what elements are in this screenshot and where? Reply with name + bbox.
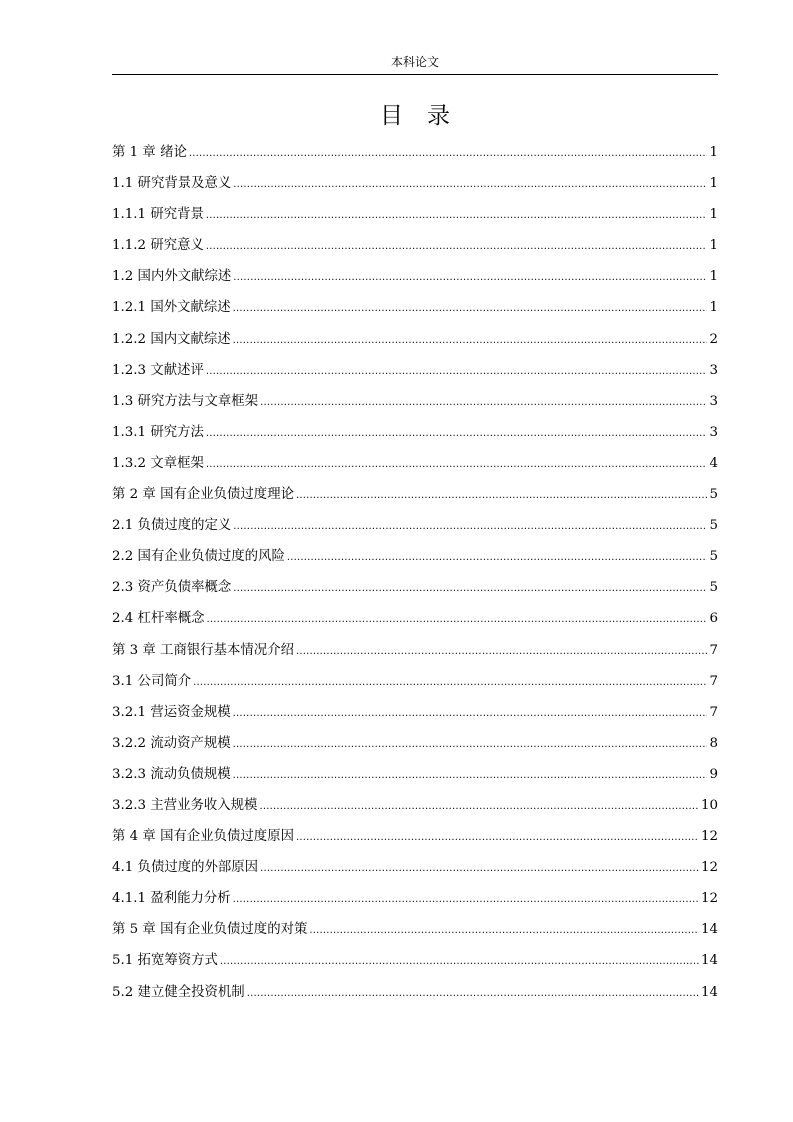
toc-entry-text: 1.2.2 国内文献综述 xyxy=(112,331,231,347)
toc-entry[interactable] xyxy=(112,914,718,945)
toc-dot-leader xyxy=(206,449,708,480)
toc-dot-leader xyxy=(233,698,708,729)
toc-dot-leader xyxy=(233,573,707,604)
toc-entry[interactable] xyxy=(112,510,718,541)
toc-entry-text: 3.2.3 主营业务收入规模 xyxy=(112,797,258,813)
toc-dot-leader xyxy=(220,946,699,977)
toc-entry[interactable] xyxy=(112,324,718,355)
toc-entry-text: 5.2 建立健全投资机制 xyxy=(112,984,245,1000)
toc-page-number: 2 xyxy=(709,331,718,347)
toc-entry[interactable] xyxy=(112,199,718,230)
toc-dot-leader xyxy=(206,200,708,231)
toc-page-number: 3 xyxy=(709,424,718,440)
toc-entry-text: 4.1 负债过度的外部原因 xyxy=(112,860,259,876)
toc-page-number: 5 xyxy=(709,549,718,565)
toc-entry-text: 1.2.3 文献述评 xyxy=(112,362,204,378)
toc-entry[interactable] xyxy=(112,168,718,199)
toc-entry-text: 第 1 章 绪论 xyxy=(112,145,187,160)
toc-page-number: 12 xyxy=(700,860,718,876)
toc-dot-leader xyxy=(233,293,708,324)
toc-page-number: 9 xyxy=(709,766,718,782)
toc-entry-text: 3.2.1 营运资金规模 xyxy=(112,704,231,720)
toc-entry-text: 第 5 章 国有企业负债过度的对策 xyxy=(112,922,308,938)
toc-dot-leader xyxy=(287,542,708,573)
toc-entry-text: 1.3 研究方法与文章框架 xyxy=(112,393,259,409)
toc-entry-text: 第 4 章 国有企业负债过度原因 xyxy=(112,829,294,845)
toc-dot-leader xyxy=(296,480,707,511)
toc-dot-leader xyxy=(260,387,707,418)
toc-entry[interactable] xyxy=(112,261,718,292)
toc-entry[interactable] xyxy=(112,666,718,697)
toc-entry[interactable] xyxy=(112,821,718,852)
toc-dot-leader xyxy=(233,884,699,915)
toc-entry-text: 1.2 国内外文献综述 xyxy=(112,269,232,285)
toc-dot-leader xyxy=(189,138,708,169)
toc-entry[interactable] xyxy=(112,541,718,572)
toc-page-number: 1 xyxy=(709,269,718,285)
toc-entry-text: 1.3.2 文章框架 xyxy=(112,455,204,471)
toc-entry-text: 3.2.2 流动资产规模 xyxy=(112,735,231,751)
toc-entry[interactable] xyxy=(112,448,718,479)
toc-page-number: 3 xyxy=(709,362,718,378)
toc-entry-text: 1.3.1 研究方法 xyxy=(112,424,204,440)
toc-entry[interactable] xyxy=(112,603,718,634)
toc-entry[interactable] xyxy=(112,479,718,510)
toc-page-number: 5 xyxy=(709,487,718,503)
toc-page-number: 7 xyxy=(709,673,718,689)
toc-entry[interactable] xyxy=(112,977,718,1008)
toc-entry-text: 4.1.1 盈利能力分析 xyxy=(112,891,231,907)
toc-entry-text: 3.1 公司简介 xyxy=(112,673,192,689)
toc-page-number: 5 xyxy=(709,580,718,596)
toc-entry[interactable] xyxy=(112,728,718,759)
toc-page-number: 7 xyxy=(709,642,718,658)
toc-page-number: 12 xyxy=(700,891,718,907)
toc-page-number: 1 xyxy=(709,238,718,254)
toc-entry-text: 第 3 章 工商银行基本情况介绍 xyxy=(112,642,294,658)
toc-entry[interactable] xyxy=(112,790,718,821)
toc-page-number: 1 xyxy=(709,176,718,192)
toc-entry-text: 第 2 章 国有企业负债过度理论 xyxy=(112,487,294,503)
page-header xyxy=(112,52,718,75)
toc-dot-leader xyxy=(260,853,699,884)
toc-entry-text: 5.1 拓宽筹资方式 xyxy=(112,953,218,969)
toc-dot-leader xyxy=(193,667,707,698)
toc-page-number: 1 xyxy=(709,145,718,160)
toc-page-number: 5 xyxy=(709,518,718,534)
toc-page-number: 1 xyxy=(709,300,718,316)
toc-entry[interactable] xyxy=(112,883,718,914)
toc-entry[interactable] xyxy=(112,759,718,790)
toc-entry-text: 1.1.2 研究意义 xyxy=(112,238,204,254)
toc-dot-leader xyxy=(233,169,707,200)
toc-dot-leader xyxy=(296,636,707,667)
toc-page-number: 6 xyxy=(709,611,718,627)
toc-dot-leader xyxy=(233,262,707,293)
toc-entry[interactable] xyxy=(112,635,718,666)
toc-page-number: 1 xyxy=(709,207,718,223)
toc-page-number: 12 xyxy=(700,829,718,845)
toc-dot-leader xyxy=(247,978,699,1009)
toc-page-number: 10 xyxy=(700,797,718,813)
toc-page-number: 14 xyxy=(700,953,718,969)
toc-dot-leader xyxy=(233,511,707,542)
toc-dot-leader xyxy=(259,791,699,822)
toc-list xyxy=(112,137,718,1008)
toc-entry[interactable] xyxy=(112,697,718,728)
toc-entry-text: 2.2 国有企业负债过度的风险 xyxy=(112,549,285,565)
toc-page-number: 8 xyxy=(709,735,718,751)
toc-dot-leader xyxy=(233,760,708,791)
toc-entry-text: 1.2.1 国外文献综述 xyxy=(112,300,231,316)
toc-entry-text: 1.1.1 研究背景 xyxy=(112,207,204,223)
toc-entry[interactable] xyxy=(112,137,718,168)
toc-page-number: 7 xyxy=(709,704,718,720)
toc-entry-text: 3.2.3 流动负债规模 xyxy=(112,766,231,782)
toc-entry[interactable] xyxy=(112,230,718,261)
toc-entry[interactable] xyxy=(112,945,718,976)
toc-entry[interactable] xyxy=(112,355,718,386)
toc-dot-leader xyxy=(309,915,699,946)
toc-entry-text: 1.1 研究背景及意义 xyxy=(112,176,232,192)
toc-entry-text: 2.1 负债过度的定义 xyxy=(112,518,232,534)
toc-entry[interactable] xyxy=(112,417,718,448)
header-text: 本科论文 xyxy=(390,55,439,69)
toc-dot-leader xyxy=(206,231,708,262)
toc-dot-leader xyxy=(296,822,699,853)
toc-dot-leader xyxy=(206,418,708,449)
toc-dot-leader xyxy=(206,356,708,387)
toc-dot-leader xyxy=(207,604,708,635)
toc-dot-leader xyxy=(233,729,708,760)
toc-entry[interactable] xyxy=(112,852,718,883)
toc-entry-text: 2.4 杠杆率概念 xyxy=(112,611,205,627)
toc-page-number: 14 xyxy=(700,984,718,1000)
toc-page-number: 4 xyxy=(709,455,718,471)
toc-page-number: 3 xyxy=(709,393,718,409)
toc-entry-text: 2.3 资产负债率概念 xyxy=(112,580,232,596)
toc-entry[interactable] xyxy=(112,386,718,417)
toc-title: 目录 xyxy=(380,103,474,129)
toc-entry[interactable] xyxy=(112,572,718,603)
toc-entry[interactable] xyxy=(112,292,718,323)
toc-page-number: 14 xyxy=(700,922,718,938)
toc-dot-leader xyxy=(233,325,708,356)
